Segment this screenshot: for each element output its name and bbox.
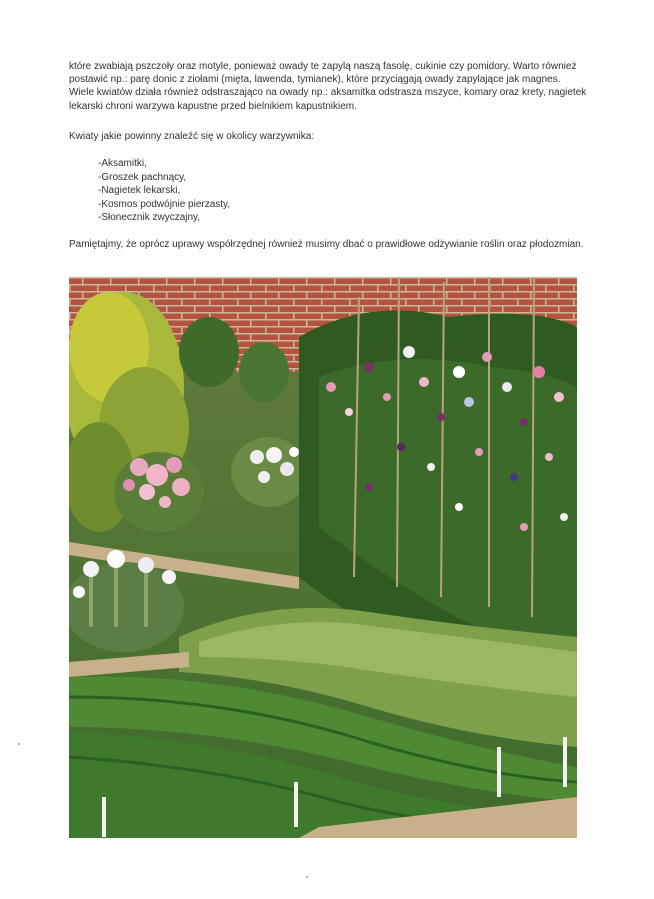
garden-photo-illustration [69,277,577,838]
list-item: -Słonecznik zwyczajny, [98,212,201,224]
garden-photo [69,277,577,838]
paragraph-flowers-intro: Kwiaty jakie powinny znaleźć się w okolicy warzywnika: [69,131,315,142]
list-item: -Groszek pachnący, [98,171,187,183]
scan-speck [18,743,20,745]
flower-list [98,157,230,225]
scan-speck [306,876,308,878]
list-item: -Kosmos podwójnie pierzasty, [98,198,231,210]
white-flowers [231,437,307,507]
pink-flowers [114,452,204,532]
paragraph-pollinators: które zwabiają pszczoły oraz motyle, ponieważ owady te zapylą naszą fasolę, cukinie czy pomidory. Warto również postawić np.: parę donic z ziołami (mięta, lawenda, tymianek), które przyciągają owady zapylające jak magnes. Wiele kwiatów działa również odstraszająco na owady np.: aksamitka odstrasza mszyce, komary oraz krety, nagietek lekarski chroni warzywa kapustne przed bielnikiem kapustnikiem. [69,61,587,112]
list-item: -Nagietek lekarski, [98,185,181,197]
list-item: -Aksamitki, [98,158,147,169]
paragraph-crop-rotation: Pamiętajmy, że oprócz uprawy współrzędnej również musimy dbać o prawidłowe odżywianie roślin oraz płodozmian. [69,239,584,250]
